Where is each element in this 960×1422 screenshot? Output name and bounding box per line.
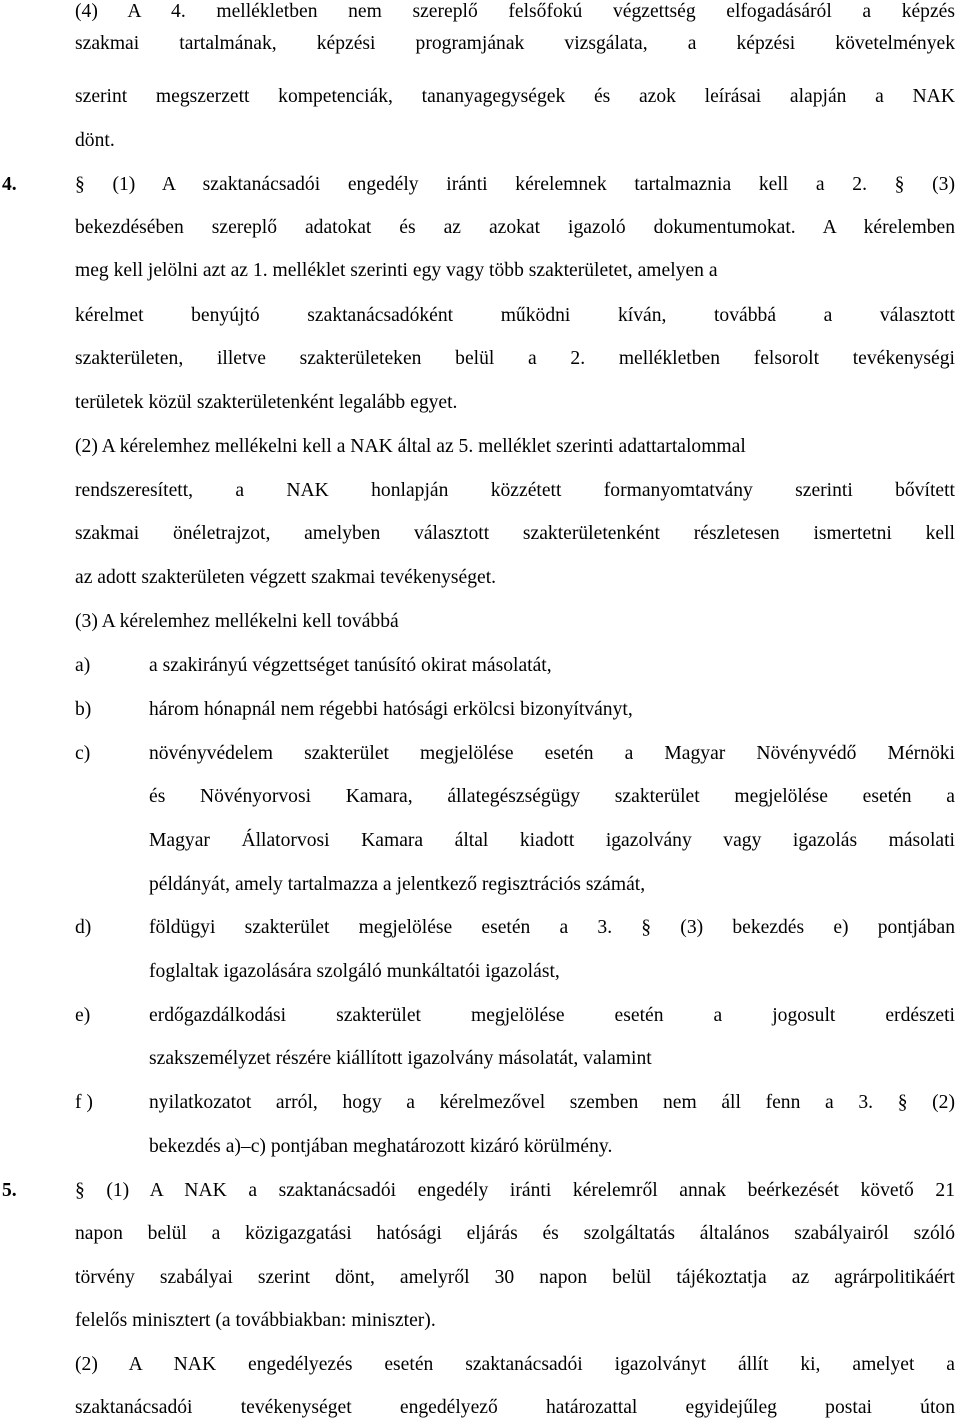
list-item-text: szakszemélyzet részére kiállított igazolvány másolatát, valamint: [149, 1048, 652, 1069]
paragraph-line: szakmai tartalmának, képzési programjának vizsgálata, a képzési követelmények: [75, 33, 955, 54]
paragraph-line: szerint megszerzett kompetenciák, tananyagegységek és azok leírásai alapján a NAK: [75, 86, 955, 107]
paragraph-line: meg kell jelölni azt az 1. melléklet szerinti egy vagy több szakterületet, amelyen a: [75, 260, 718, 281]
list-item-text: a szakirányú végzettséget tanúsító okirat másolatát,: [149, 655, 552, 676]
paragraph-line: törvény szabályai szerint dönt, amelyről 30 napon belül tájékoztatja az agrárpolitikáért: [75, 1267, 955, 1288]
list-item-text: és Növényorvosi Kamara, állategészségügy szakterület megjelölése esetén a: [149, 786, 955, 807]
paragraph-line: szakmai önéletrajzot, amelyben választott szakterületenként részletesen ismertetni kell: [75, 523, 955, 544]
list-item-text: erdőgazdálkodási szakterület megjelölése esetén a jogosult erdészeti: [149, 1005, 955, 1026]
paragraph-line: kérelmet benyújtó szaktanácsadóként működni kíván, továbbá a választott: [75, 305, 955, 326]
list-item-text: három hónapnál nem régebbi hatósági erkölcsi bizonyítványt,: [149, 699, 633, 720]
list-item-text: földügyi szakterület megjelölése esetén a 3. § (3) bekezdés e) pontjában: [149, 917, 955, 938]
paragraph-line: dönt.: [75, 130, 115, 151]
list-item-text: nyilatkozatot arról, hogy a kérelmezővel szemben nem áll fenn a 3. § (2): [149, 1092, 955, 1113]
list-item-label: d): [75, 917, 92, 938]
paragraph-line: rendszeresített, a NAK honlapján közzétett formanyomtatvány szerinti bővített: [75, 480, 955, 501]
paragraph-line: (2) A kérelemhez mellékelni kell a NAK által az 5. melléklet szerinti adattartalommal: [75, 436, 746, 457]
list-item-text: Magyar Állatorvosi Kamara által kiadott igazolvány vagy igazolás másolati: [149, 830, 955, 851]
paragraph-line: felelős minisztert (a továbbiakban: miniszter).: [75, 1310, 436, 1331]
list-item-text: foglaltak igazolására szolgáló munkáltatói igazolást,: [149, 961, 560, 982]
paragraph-line: területek közül szakterületenként legalább egyet.: [75, 392, 458, 413]
paragraph-line: § (1) A NAK a szaktanácsadói engedély iránti kérelemről annak beérkezését követő 21: [75, 1180, 955, 1201]
paragraph-line: (3) A kérelemhez mellékelni kell továbbá: [75, 611, 399, 632]
paragraph-line: szaktanácsadói tevékenységet engedélyező határozattal egyidejűleg postai úton: [75, 1397, 955, 1418]
section-number: 5.: [2, 1180, 17, 1201]
list-item-label: c): [75, 743, 91, 764]
paragraph-line: (4) A 4. mellékletben nem szereplő felsőfokú végzettség elfogadásáról a képzés: [75, 1, 955, 22]
list-item-text: bekezdés a)–c) pontjában meghatározott kizáró körülmény.: [149, 1136, 613, 1157]
paragraph-line: bekezdésében szereplő adatokat és az azokat igazoló dokumentumokat. A kérelemben: [75, 217, 955, 238]
paragraph-line: § (1) A szaktanácsadói engedély iránti kérelemnek tartalmaznia kell a 2. § (3): [75, 174, 955, 195]
paragraph-line: szakterületen, illetve szakterületeken belül a 2. mellékletben felsorolt tevékenységi: [75, 348, 955, 369]
list-item-label: f ): [75, 1092, 93, 1113]
paragraph-line: napon belül a közigazgatási hatósági eljárás és szolgáltatás általános szabályairól szóló: [75, 1223, 955, 1244]
list-item-label: a): [75, 655, 91, 676]
list-item-text: példányát, amely tartalmazza a jelentkező regisztrációs számát,: [149, 874, 646, 895]
list-item-label: e): [75, 1005, 91, 1026]
paragraph-line: (2) A NAK engedélyezés esetén szaktanácsadói igazolványt állít ki, amelyet a: [75, 1354, 955, 1375]
list-item-text: növényvédelem szakterület megjelölése esetén a Magyar Növényvédő Mérnöki: [149, 743, 955, 764]
section-number: 4.: [2, 174, 17, 195]
list-item-label: b): [75, 699, 92, 720]
paragraph-line: az adott szakterületen végzett szakmai tevékenységet.: [75, 567, 497, 588]
